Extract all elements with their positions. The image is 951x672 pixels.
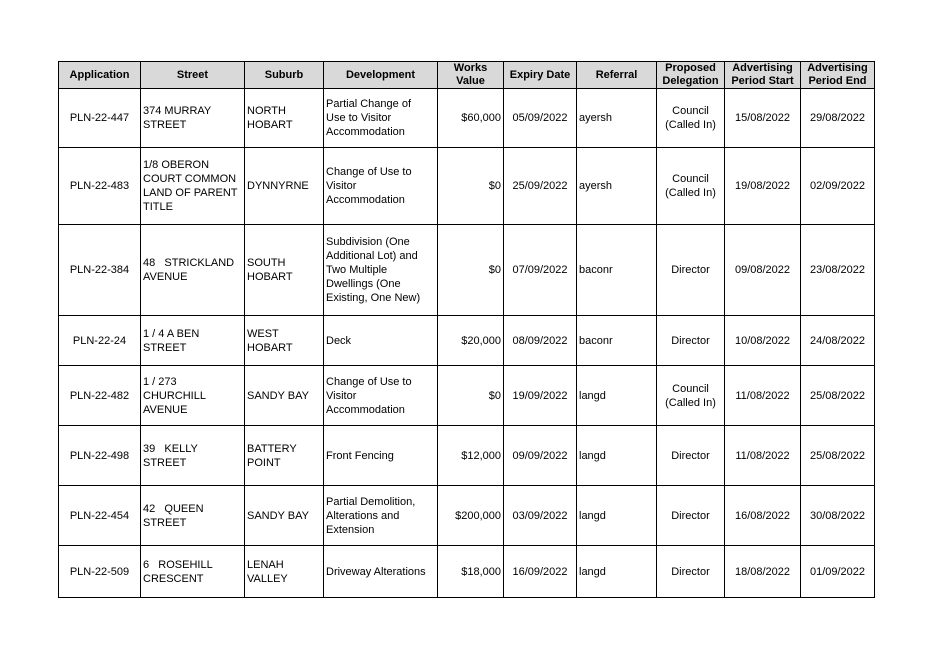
header-delegation-line2: Delegation	[662, 75, 719, 87]
cell-development-line: Use to Visitor	[326, 112, 392, 124]
cell-development-line: Dwellings (One	[326, 278, 401, 290]
cell-development	[324, 225, 438, 316]
cell-advertising-start: 09/08/2022	[725, 225, 801, 316]
cell-advertising-start: 18/08/2022	[725, 546, 801, 598]
cell-advertising-end: 30/08/2022	[801, 486, 875, 546]
header-adv-end-line2: Period End	[808, 75, 867, 87]
cell-street	[141, 225, 245, 316]
cell-street-line: 1 / 273	[143, 375, 177, 388]
cell-street	[141, 89, 245, 148]
cell-expiry-date: 07/09/2022	[504, 225, 577, 316]
cell-expiry-date: 16/09/2022	[504, 546, 577, 598]
cell-street-line: AVENUE	[143, 271, 188, 283]
cell-advertising-start: 10/08/2022	[725, 316, 801, 366]
cell-development	[324, 546, 438, 598]
cell-application: PLN-22-384	[59, 225, 141, 316]
cell-delegation-line: Director	[671, 264, 710, 276]
cell-development-line: Two Multiple	[326, 264, 388, 276]
header-works-value	[438, 62, 504, 89]
cell-suburb-line: WEST	[247, 327, 279, 340]
header-adv-start-line2: Period Start	[731, 75, 794, 87]
cell-referral: baconr	[577, 225, 657, 316]
cell-works-value: $18,000	[438, 546, 504, 598]
cell-works-value: $20,000	[438, 316, 504, 366]
cell-application: PLN-22-24	[59, 316, 141, 366]
cell-street-line: STREET	[143, 119, 187, 131]
cell-suburb-line: LENAH	[247, 558, 284, 571]
cell-street	[141, 426, 245, 486]
table-row	[59, 366, 875, 426]
cell-advertising-end: 23/08/2022	[801, 225, 875, 316]
cell-advertising-end: 25/08/2022	[801, 426, 875, 486]
cell-development-line: Visitor	[326, 180, 357, 192]
cell-delegation-line: (Called In)	[665, 187, 716, 199]
cell-referral: ayersh	[577, 148, 657, 225]
cell-referral: langd	[577, 546, 657, 598]
cell-suburb-line: HOBART	[247, 119, 293, 131]
table-row	[59, 89, 875, 148]
cell-advertising-start: 16/08/2022	[725, 486, 801, 546]
cell-development-line: Change of Use to	[326, 375, 412, 388]
cell-application: PLN-22-482	[59, 366, 141, 426]
cell-street-line: 48 STRICKLAND	[143, 257, 235, 269]
cell-street-line: AVENUE	[143, 403, 188, 416]
cell-application: PLN-22-454	[59, 486, 141, 546]
cell-development-line: Accommodation	[326, 403, 405, 416]
cell-development	[324, 366, 438, 426]
cell-expiry-date: 03/09/2022	[504, 486, 577, 546]
cell-development-line: Extension	[326, 523, 375, 536]
cell-suburb-line: BATTERY	[247, 442, 297, 455]
cell-delegation	[657, 486, 725, 546]
cell-delegation	[657, 89, 725, 148]
cell-street-line: CHURCHILL	[143, 389, 206, 402]
cell-suburb	[245, 486, 324, 546]
cell-application: PLN-22-509	[59, 546, 141, 598]
header-street: Street	[141, 62, 245, 89]
cell-suburb-line: HOBART	[247, 271, 293, 283]
cell-suburb	[245, 148, 324, 225]
table-body	[59, 89, 875, 598]
table-row	[59, 148, 875, 225]
cell-development-line: Partial Change of	[326, 98, 411, 110]
cell-expiry-date: 25/09/2022	[504, 148, 577, 225]
cell-referral: langd	[577, 366, 657, 426]
header-adv-end-line1: Advertising	[807, 62, 868, 74]
cell-expiry-date: 08/09/2022	[504, 316, 577, 366]
cell-suburb	[245, 316, 324, 366]
cell-delegation-line: Council	[672, 382, 709, 395]
cell-delegation-line: Director	[671, 334, 710, 347]
cell-delegation	[657, 225, 725, 316]
cell-delegation-line: Council	[672, 173, 709, 185]
cell-street	[141, 148, 245, 225]
cell-development	[324, 316, 438, 366]
table-row	[59, 316, 875, 366]
header-row	[59, 62, 875, 89]
cell-advertising-start: 19/08/2022	[725, 148, 801, 225]
cell-development-line: Change of Use to	[326, 166, 412, 178]
cell-advertising-end: 25/08/2022	[801, 366, 875, 426]
cell-delegation	[657, 316, 725, 366]
cell-works-value: $12,000	[438, 426, 504, 486]
cell-street-line: 39 KELLY	[143, 442, 198, 455]
cell-referral: ayersh	[577, 89, 657, 148]
cell-advertising-end: 24/08/2022	[801, 316, 875, 366]
cell-delegation	[657, 148, 725, 225]
cell-delegation-line: Director	[671, 449, 710, 462]
cell-delegation-line: (Called In)	[665, 396, 716, 409]
cell-development-line: Driveway Alterations	[326, 565, 426, 578]
cell-development-line: Accommodation	[326, 194, 405, 206]
cell-expiry-date: 05/09/2022	[504, 89, 577, 148]
cell-works-value: $0	[438, 225, 504, 316]
cell-delegation	[657, 366, 725, 426]
header-works-value-line2: Value	[456, 75, 485, 87]
cell-advertising-start: 15/08/2022	[725, 89, 801, 148]
cell-advertising-end: 29/08/2022	[801, 89, 875, 148]
cell-development-line: Accommodation	[326, 126, 405, 138]
cell-delegation-line: Director	[671, 565, 710, 578]
cell-suburb-line: NORTH	[247, 105, 286, 117]
cell-street-line: STREET	[143, 341, 187, 354]
cell-street-line: 42 QUEEN	[143, 502, 204, 515]
cell-development	[324, 89, 438, 148]
cell-development	[324, 148, 438, 225]
header-suburb: Suburb	[245, 62, 324, 89]
cell-delegation-line: Director	[671, 509, 710, 522]
cell-delegation-line: (Called In)	[665, 119, 716, 131]
cell-street-line: STREET	[143, 456, 187, 469]
cell-delegation	[657, 546, 725, 598]
header-advertising-start	[725, 62, 801, 89]
table-row	[59, 546, 875, 598]
cell-suburb	[245, 366, 324, 426]
cell-advertising-end: 02/09/2022	[801, 148, 875, 225]
cell-development-line: Deck	[326, 334, 352, 347]
cell-suburb	[245, 426, 324, 486]
cell-development	[324, 486, 438, 546]
cell-advertising-start: 11/08/2022	[725, 426, 801, 486]
cell-development-line: Front Fencing	[326, 449, 394, 462]
cell-expiry-date: 09/09/2022	[504, 426, 577, 486]
cell-street	[141, 366, 245, 426]
header-works-value-line1: Works	[453, 62, 488, 74]
cell-development-line: Visitor	[326, 389, 357, 402]
cell-development-line: Additional Lot) and	[326, 250, 418, 262]
cell-delegation-line: Council	[672, 105, 709, 117]
cell-suburb-line: SANDY BAY	[247, 389, 309, 402]
cell-street-line: 1/8 OBERON	[143, 159, 210, 171]
cell-suburb	[245, 225, 324, 316]
cell-suburb-line: DYNNYRNE	[247, 180, 309, 192]
cell-street-line: 1 / 4 A BEN	[143, 327, 200, 340]
cell-suburb	[245, 546, 324, 598]
header-delegation-line1: Proposed	[665, 62, 716, 74]
cell-development-line: Existing, One New)	[326, 292, 421, 304]
applications-table	[58, 61, 875, 598]
cell-street-line: CRESCENT	[143, 572, 204, 585]
header-development: Development	[324, 62, 438, 89]
cell-suburb-line: SOUTH	[247, 257, 286, 269]
cell-street-line: STREET	[143, 516, 187, 529]
cell-application: PLN-22-447	[59, 89, 141, 148]
cell-street	[141, 316, 245, 366]
cell-suburb-line: SANDY BAY	[247, 509, 309, 522]
cell-referral: baconr	[577, 316, 657, 366]
cell-street	[141, 546, 245, 598]
cell-street-line: LAND OF PARENT	[143, 187, 238, 199]
header-advertising-end	[801, 62, 875, 89]
cell-street-line: 374 MURRAY	[143, 105, 212, 117]
cell-street	[141, 486, 245, 546]
cell-suburb	[245, 89, 324, 148]
table-row	[59, 225, 875, 316]
cell-street-line: COURT COMMON	[143, 173, 237, 185]
cell-expiry-date: 19/09/2022	[504, 366, 577, 426]
cell-suburb-line: HOBART	[247, 341, 293, 354]
cell-street-line: 6 ROSEHILL	[143, 558, 213, 571]
header-proposed-delegation	[657, 62, 725, 89]
cell-advertising-end: 01/09/2022	[801, 546, 875, 598]
cell-referral: langd	[577, 486, 657, 546]
cell-advertising-start: 11/08/2022	[725, 366, 801, 426]
cell-development-line: Partial Demolition,	[326, 495, 416, 508]
cell-suburb-line: VALLEY	[247, 572, 288, 585]
cell-development-line: Subdivision (One	[326, 236, 410, 248]
table-row	[59, 426, 875, 486]
header-referral: Referral	[577, 62, 657, 89]
cell-development	[324, 426, 438, 486]
table-row	[59, 486, 875, 546]
cell-delegation	[657, 426, 725, 486]
cell-application: PLN-22-483	[59, 148, 141, 225]
cell-street-line: TITLE	[143, 201, 173, 213]
header-adv-start-line1: Advertising	[732, 62, 793, 74]
cell-referral: langd	[577, 426, 657, 486]
cell-works-value: $200,000	[438, 486, 504, 546]
cell-works-value: $0	[438, 366, 504, 426]
cell-development-line: Alterations and	[326, 509, 400, 522]
header-application: Application	[59, 62, 141, 89]
cell-suburb-line: POINT	[247, 456, 281, 469]
cell-works-value: $60,000	[438, 89, 504, 148]
cell-application: PLN-22-498	[59, 426, 141, 486]
cell-works-value: $0	[438, 148, 504, 225]
header-expiry-date: Expiry Date	[504, 62, 577, 89]
